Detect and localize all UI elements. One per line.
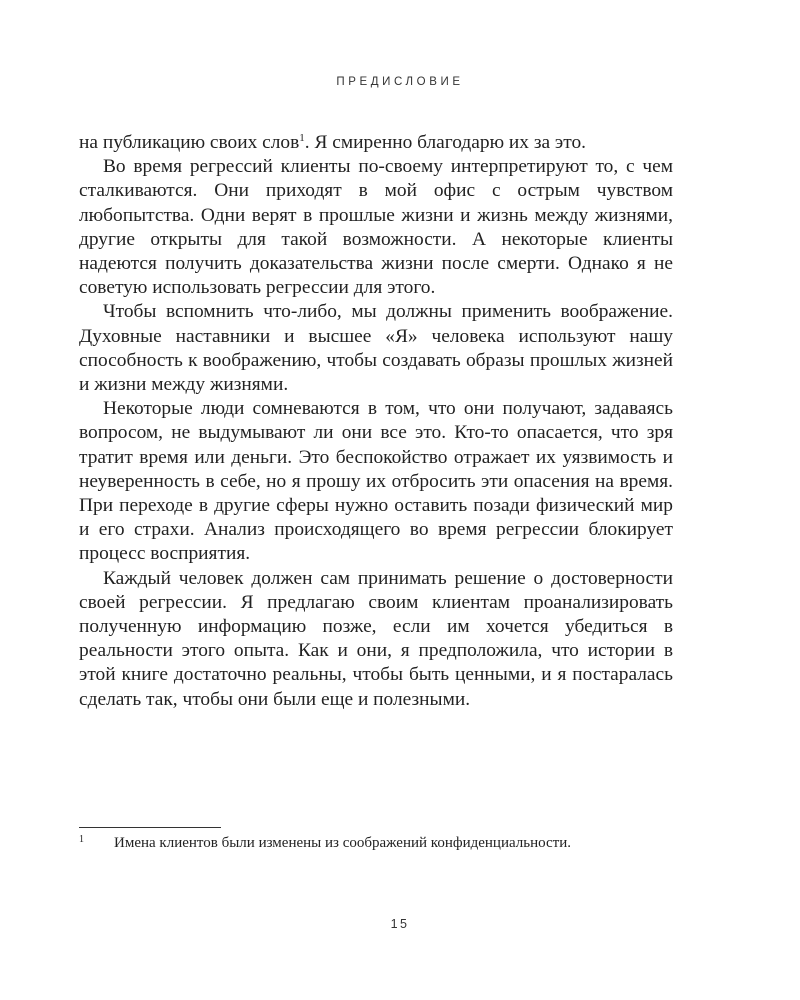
paragraph-2: Во время регрессий клиенты по-своему интерпретируют то, с чем сталкиваются. Они приходят в мой офис с острым чувством любопытства. Одни верят в прошлые жизни и жизнь между жизнями, другие открыты для такой возможности. А некоторые клиенты надеются получить доказательства жизни после смерти. Однако я не советую использовать регрессии для этого. xyxy=(79,156,673,299)
paragraph-1-text: на публикацию своих слов xyxy=(79,132,300,153)
footnote: 1 Имена клиентов были изменены из соображений конфиденциальности. xyxy=(79,834,571,851)
running-header: ПРЕДИСЛОВИЕ xyxy=(336,76,464,88)
paragraph-1-tail: . Я смиренно благодарю их за это. xyxy=(304,132,587,153)
main-text xyxy=(79,131,673,712)
paragraph-1 xyxy=(79,131,673,155)
paragraph-3: Чтобы вспомнить что-либо, мы должны применить воображение. Духовные наставники и высшее «Я» человека используют нашу способность к воображению, чтобы создавать образы прошлых жизней и жизни между жизнями. xyxy=(79,301,673,396)
paragraph-5: Каждый человек должен сам принимать решение о достоверности своей регрессии. Я предлагаю своим клиентам проанализировать полученную информацию позже, если им хочется убедиться в реальности этого опыта. Как и они, я предположила, что истории в этой книге достаточно реальны, чтобы быть ценными, и я постаралась сделать так, чтобы они были еще и полезными. xyxy=(79,567,673,710)
footnote-reference: 1 xyxy=(299,132,305,144)
page-number: 15 xyxy=(390,917,410,931)
paragraph-4: Некоторые люди сомневаются в том, что они получают, задаваясь вопросом, не выдумывают ли они все это. Кто-то опасается, что зря тратит время или деньги. Это беспокойство отражает их уязвимость и неуверенность в себе, но я прошу их отбросить эти опасения на время. При переходе в другие сферы нужно оставить позади физический мир и его страхи. Анализ происходящего во время регрессии блокирует процесс восприятия. xyxy=(79,398,673,565)
footnote-text: Имена клиентов были изменены из соображений конфиденциальности. xyxy=(114,835,571,851)
footnote-divider xyxy=(79,827,221,828)
